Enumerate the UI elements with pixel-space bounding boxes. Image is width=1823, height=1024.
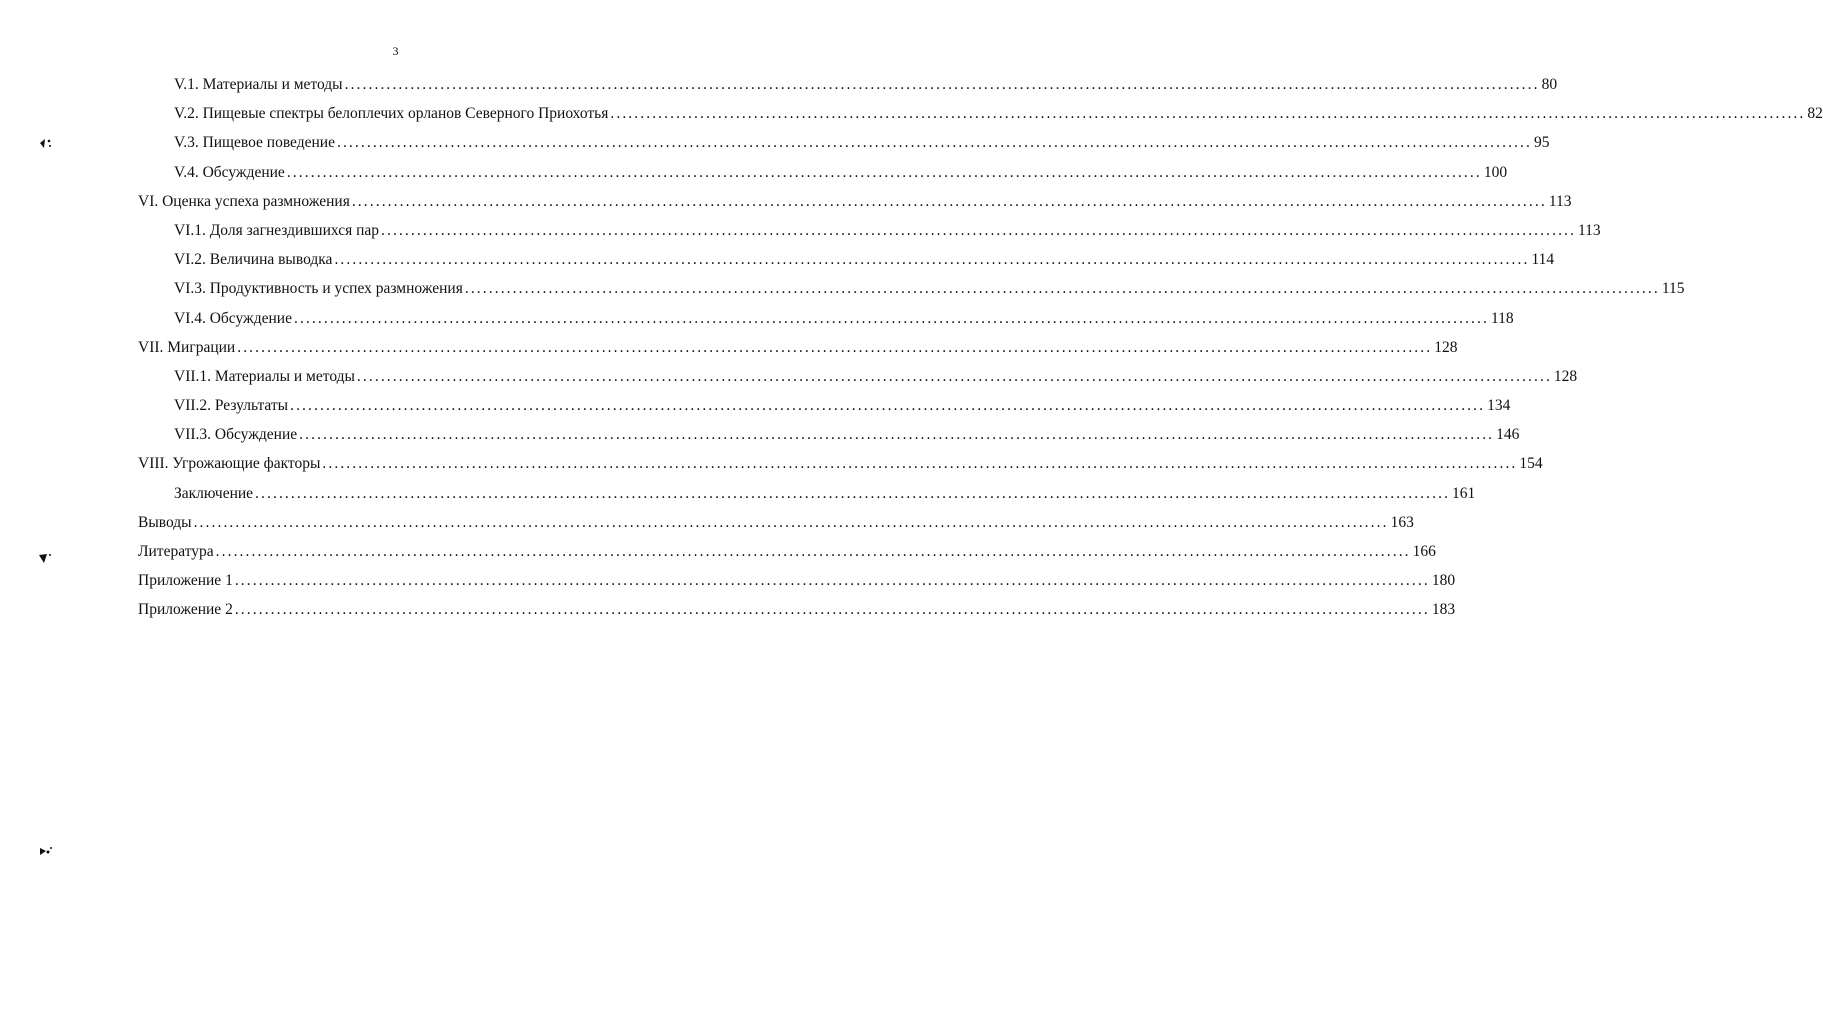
table-of-contents bbox=[0, 70, 1823, 625]
toc-entry-page: 161 bbox=[1452, 484, 1476, 502]
toc-entry-page: 128 bbox=[1553, 367, 1578, 385]
toc-entry bbox=[0, 595, 1456, 624]
scan-artifact-icon bbox=[38, 844, 54, 858]
toc-entry bbox=[0, 187, 1572, 216]
toc-leader-dots: ........................................................................................................................................................................................................ bbox=[344, 76, 1540, 93]
toc-leader-dots: ........................................................................................................................................................................................................ bbox=[610, 105, 1806, 123]
toc-entry-title: VII.1. Материалы и методы bbox=[174, 367, 355, 385]
toc-entry-title: VII.2. Результаты bbox=[174, 397, 289, 415]
toc-entry bbox=[0, 245, 1555, 274]
toc-leader-dots: ........................................................................................................................................................................................................ bbox=[356, 367, 1552, 385]
toc-entry bbox=[0, 274, 1685, 303]
toc-entry bbox=[0, 449, 1543, 478]
toc-leader-dots: ........................................................................................................................................................................................................ bbox=[290, 397, 1486, 415]
toc-entry bbox=[0, 362, 1578, 391]
toc-entry bbox=[0, 566, 1456, 595]
toc-entry bbox=[0, 304, 1514, 333]
toc-entry-page: 113 bbox=[1548, 192, 1572, 210]
toc-entry-title: VI.4. Обсуждение bbox=[174, 309, 292, 327]
toc-entry bbox=[0, 216, 1601, 245]
toc-entry bbox=[0, 158, 1508, 187]
toc-leader-dots: ........................................................................................................................................................................................................ bbox=[381, 221, 1576, 239]
toc-leader-dots: ........................................................................................................................................................................................................ bbox=[334, 251, 1530, 269]
toc-leader-dots: ........................................................................................................................................................................................................ bbox=[351, 192, 1547, 210]
toc-entry-title: Выводы bbox=[138, 513, 192, 531]
toc-entry-page: 115 bbox=[1661, 280, 1685, 298]
toc-leader-dots: ........................................................................................................................................................................................................ bbox=[322, 455, 1518, 473]
toc-entry-page: 154 bbox=[1519, 455, 1543, 473]
toc-entry-page: 113 bbox=[1578, 221, 1601, 239]
toc-entry bbox=[0, 333, 1458, 362]
toc-leader-dots: ........................................................................................................................................................................................................ bbox=[286, 163, 1482, 181]
toc-entry-title: V.1. Материалы и методы bbox=[174, 76, 343, 93]
toc-leader-dots: ........................................................................................................................................................................................................ bbox=[234, 572, 1430, 590]
toc-entry-page: 128 bbox=[1434, 338, 1458, 356]
toc-entry bbox=[0, 99, 1823, 128]
toc-entry-page: 166 bbox=[1412, 543, 1436, 560]
toc-leader-dots: ........................................................................................................................................................................................................ bbox=[237, 338, 1433, 356]
scan-artifact-icon bbox=[38, 136, 54, 150]
toc-entry-page: 100 bbox=[1483, 163, 1508, 181]
toc-entry-title: VI. Оценка успеха размножения bbox=[138, 192, 350, 210]
toc-entry-title: VI.2. Величина выводка bbox=[174, 251, 333, 269]
toc-entry bbox=[0, 391, 1511, 420]
toc-leader-dots: ........................................................................................................................................................................................................ bbox=[193, 513, 1389, 531]
toc-entry-page: 146 bbox=[1496, 426, 1520, 444]
scan-artifact-icon bbox=[38, 551, 54, 565]
toc-entry-title: Заключение bbox=[174, 484, 254, 502]
toc-entry-page: 82 bbox=[1807, 105, 1823, 123]
toc-entry-page: 114 bbox=[1531, 251, 1555, 269]
toc-leader-dots: ........................................................................................................................................................................................................ bbox=[464, 280, 1660, 298]
toc-entry bbox=[0, 508, 1414, 537]
toc-entry-title: V.2. Пищевые спектры белоплечих орланов Северного Приохотья bbox=[174, 105, 609, 123]
toc-entry-title: VI.1. Доля загнездившихся пар bbox=[174, 221, 379, 239]
toc-leader-dots: ........................................................................................................................................................................................................ bbox=[215, 543, 1411, 560]
toc-entry bbox=[0, 479, 1476, 508]
toc-entry-page: 183 bbox=[1431, 601, 1456, 619]
toc-entry-page: 134 bbox=[1487, 397, 1511, 415]
toc-leader-dots: ........................................................................................................................................................................................................ bbox=[255, 484, 1451, 502]
toc-entry-title: Приложение 2 bbox=[138, 601, 233, 619]
toc-leader-dots: ........................................................................................................................................................................................................ bbox=[234, 601, 1430, 619]
toc-leader-dots: ........................................................................................................................................................................................................ bbox=[293, 309, 1489, 327]
toc-entry bbox=[0, 420, 1520, 449]
toc-entry-title: VI.3. Продуктивность и успех размножения bbox=[174, 280, 463, 298]
toc-entry-title: VII.3. Обсуждение bbox=[174, 426, 298, 444]
toc-leader-dots: ........................................................................................................................................................................................................ bbox=[336, 134, 1532, 152]
toc-entry-title: Приложение 1 bbox=[138, 572, 233, 590]
toc-entry-title: Литература bbox=[138, 543, 214, 560]
toc-entry-title: V.4. Обсуждение bbox=[174, 163, 285, 181]
toc-entry bbox=[0, 128, 1550, 157]
toc-entry-page: 118 bbox=[1490, 309, 1514, 327]
toc-entry-title: VII. Миграции bbox=[138, 338, 236, 356]
toc-entry-page: 163 bbox=[1390, 513, 1414, 531]
toc-entry-title: V.3. Пищевое поведение bbox=[174, 134, 335, 152]
toc-entry-page: 180 bbox=[1431, 572, 1456, 590]
toc-entry-title: VIII. Угрожающие факторы bbox=[138, 455, 321, 473]
toc-leader-dots: ........................................................................................................................................................................................................ bbox=[299, 426, 1495, 444]
page-number: 3 bbox=[392, 44, 399, 58]
toc-entry-page: 95 bbox=[1533, 134, 1550, 152]
toc-entry-page: 80 bbox=[1541, 76, 1558, 93]
toc-entry bbox=[0, 537, 1436, 566]
toc-entry bbox=[0, 70, 1558, 99]
